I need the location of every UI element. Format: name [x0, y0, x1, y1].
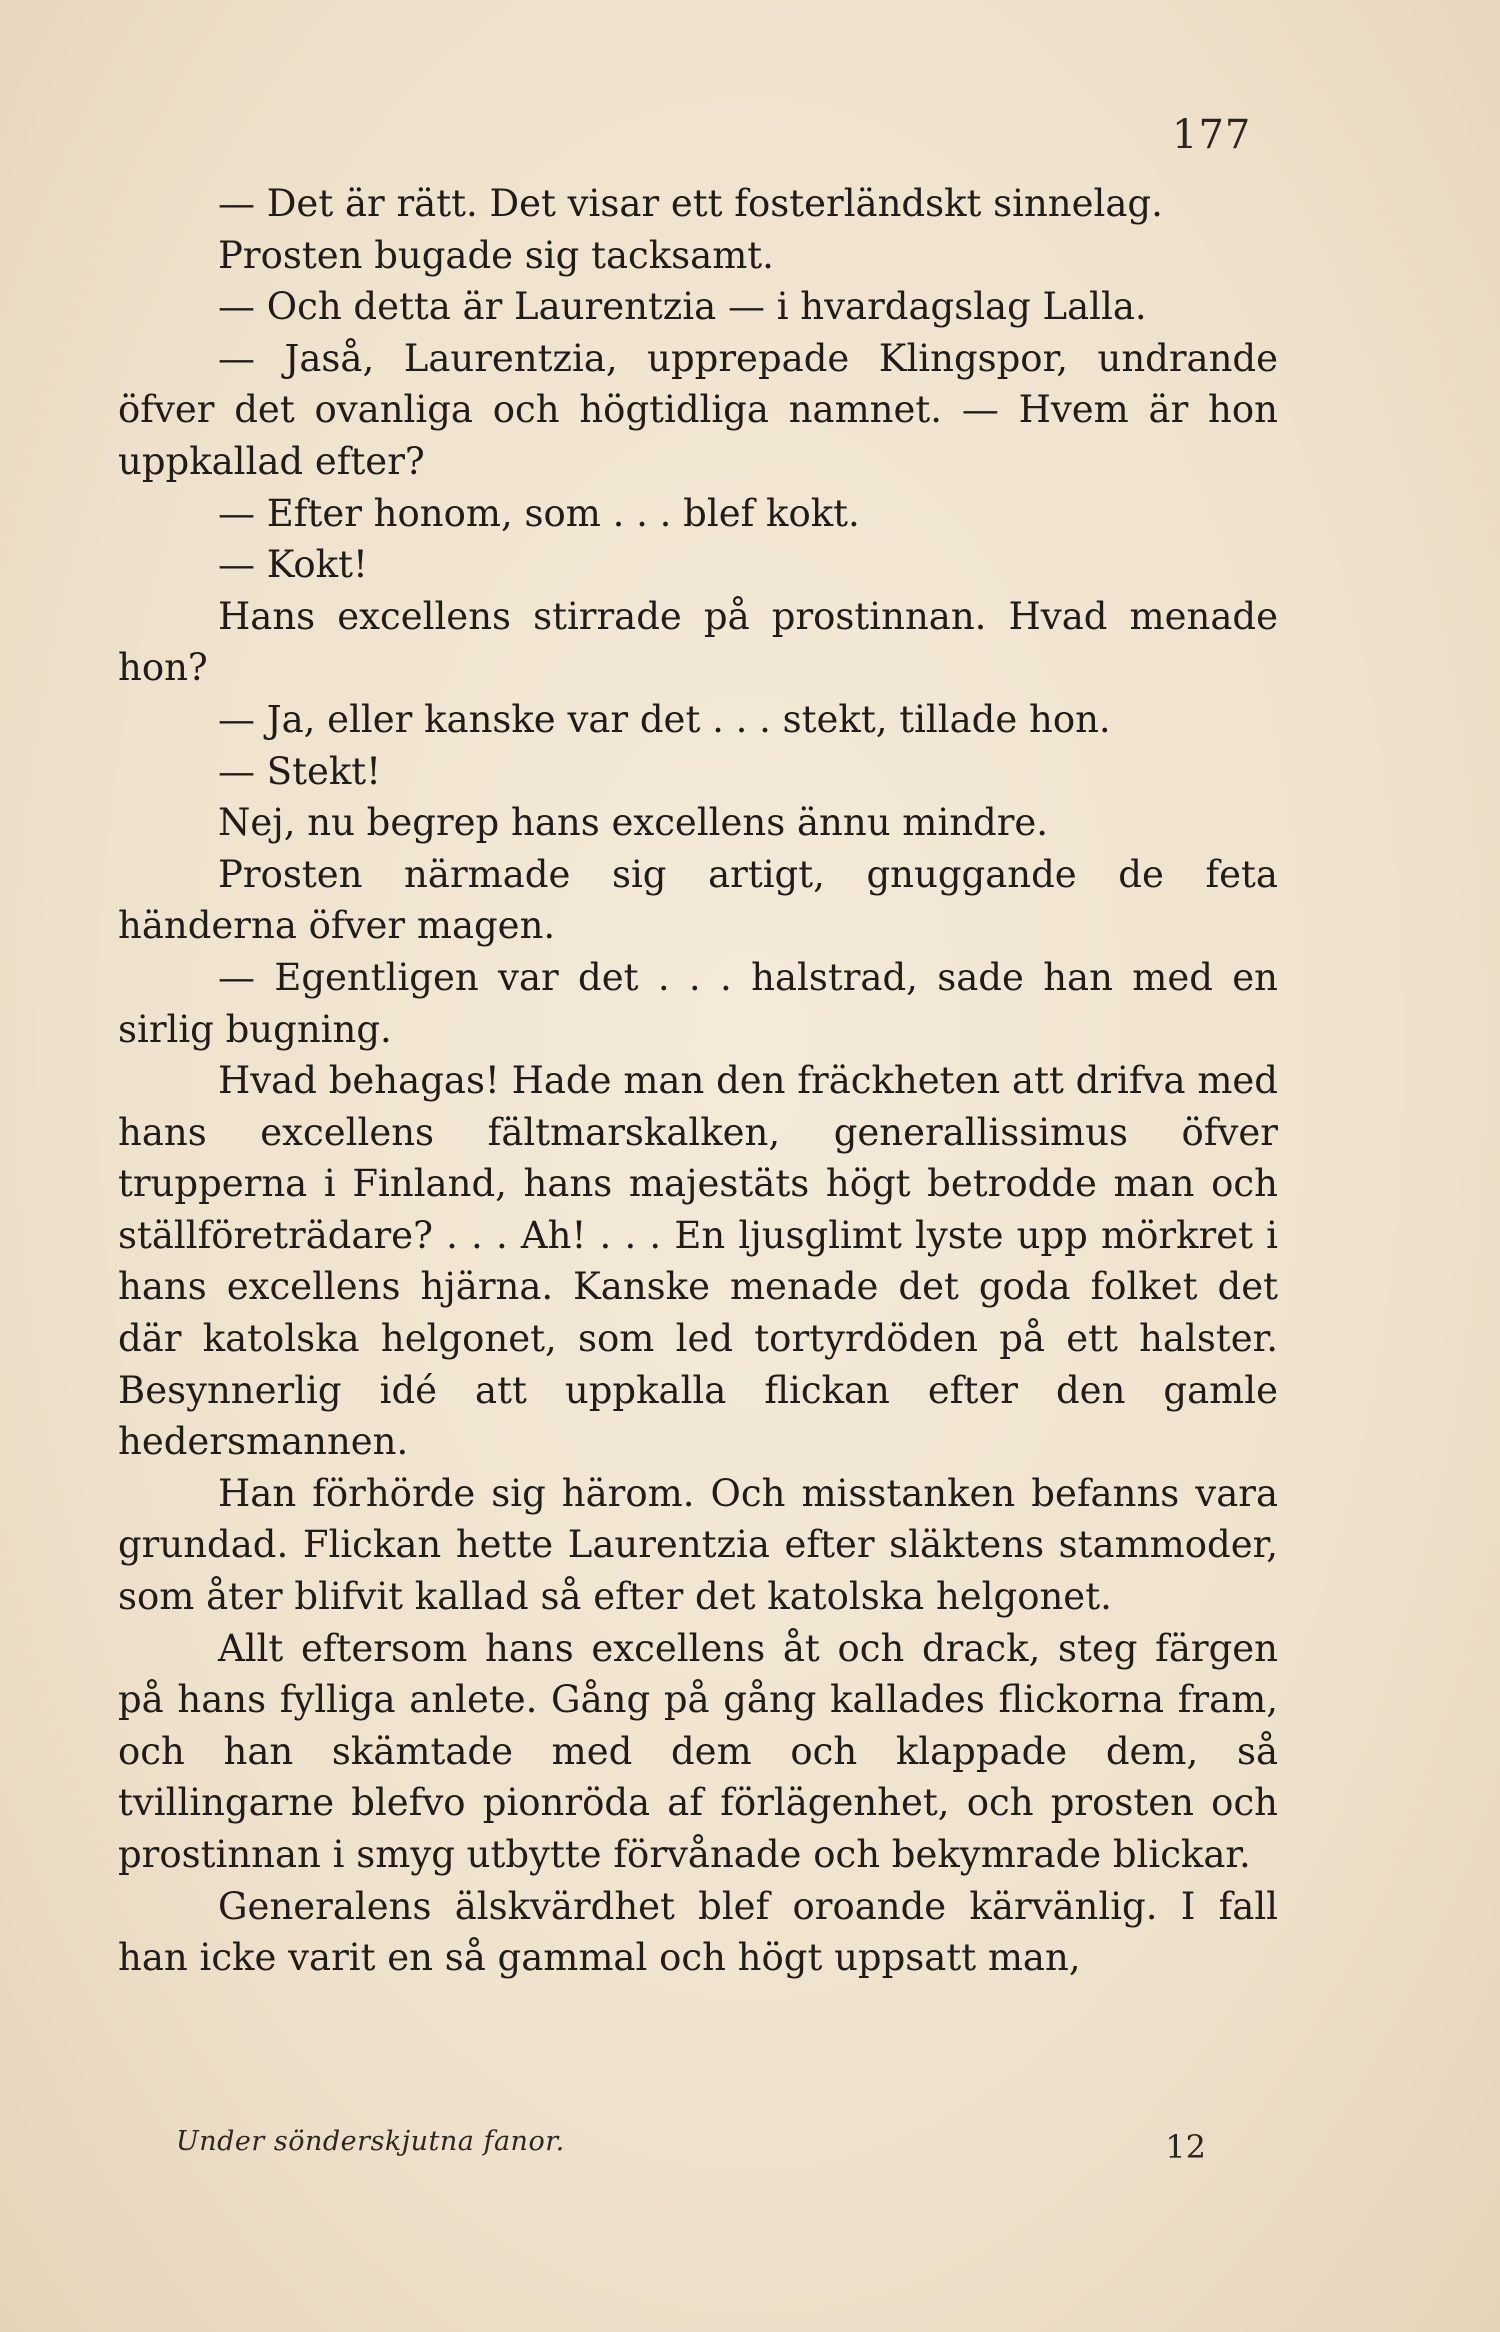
page-footer	[176, 2126, 1206, 2176]
paragraph: — Och detta är Laurentzia — i hvardagslag Lalla.	[218, 285, 1147, 329]
paragraph: Han förhörde sig härom. Och misstanken befanns vara grundad. Flickan hette Laurentzia efter släktens stammoder, som åter blifvit kallad så efter det katolska helgonet.	[118, 1471, 1278, 1619]
paragraph: — Stekt!	[218, 749, 382, 793]
paragraph: — Efter honom, som . . . blef kokt.	[218, 491, 860, 535]
paragraph: — Kokt!	[218, 543, 368, 587]
footer-book-title: Under sönderskjutna fanor.	[176, 2126, 565, 2157]
page-number: 177	[1172, 112, 1252, 158]
paragraph: Hvad behagas! Hade man den fräckheten att drifva med hans excellens fältmarskalken, generallissimus öfver trupperna i Finland, hans majestäts högt betrodde man och ställföreträdare? . . . Ah! . . . En ljusglimt lyste upp mörkret i hans excellens hjärna. Kanske menade det goda folket det där katolska helgonet, som led tortyrdöden på ett halster. Besynnerlig idé att uppkalla flickan efter den gamle hedersmannen.	[118, 1059, 1278, 1464]
paragraph: — Jaså, Laurentzia, upprepade Klingspor, undrande öfver det ovanliga och högtidliga namnet. — Hvem är hon uppkallad efter?	[118, 336, 1278, 483]
signature-mark: 12	[1165, 2128, 1206, 2166]
paragraph: Prosten närmade sig artigt, gnuggande de feta händerna öfver magen.	[118, 852, 1278, 948]
paragraph: Prosten bugade sig tacksamt.	[218, 233, 774, 277]
paragraph: Hans excellens stirrade på prostinnan. Hvad menade hon?	[118, 594, 1278, 690]
paragraph: Generalens älskvärdhet blef oroande kärvänlig. I fall han icke varit en så gammal och högt uppsatt man,	[118, 1884, 1278, 1980]
paragraph: — Ja, eller kanske var det . . . stekt, tillade hon.	[218, 697, 1111, 741]
paragraph: — Egentligen var det . . . halstrad, sade han med en sirlig bugning.	[118, 955, 1278, 1051]
paragraph: Allt eftersom hans excellens åt och drack, steg färgen på hans fylliga anlete. Gång på gång kallades flickorna fram, och han skämtade med dem och klappade dem, så tvillingarne blefvo pionröda af förlägenhet, och prosten och prostinnan i smyg utbytte förvånade och bekymrade blickar.	[118, 1626, 1278, 1876]
paragraph: — Det är rätt. Det visar ett fosterländskt sinnelag.	[218, 182, 1163, 225]
paragraph: Nej, nu begrep hans excellens ännu mindre.	[218, 801, 1049, 845]
body-text	[118, 178, 1278, 1984]
